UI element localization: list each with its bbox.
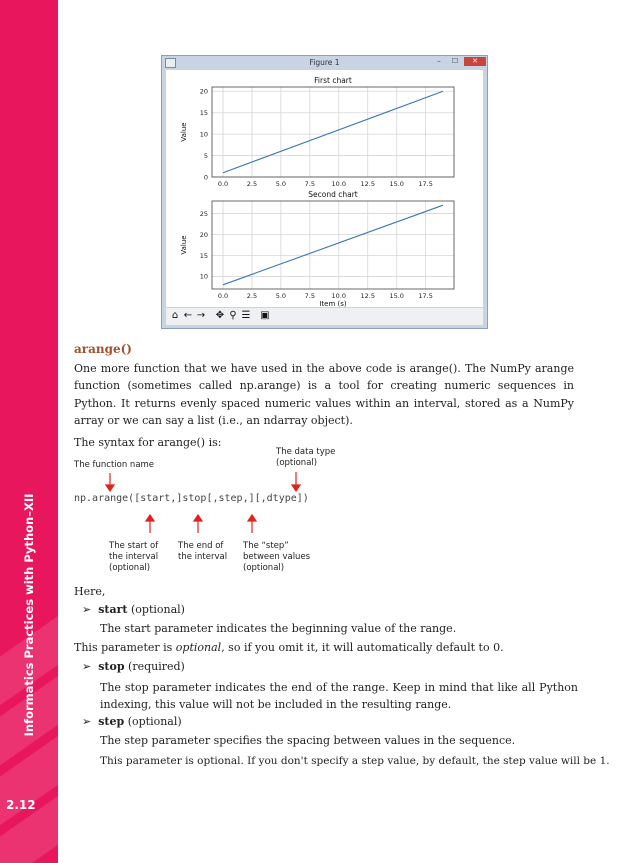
forward-icon[interactable]: →	[196, 310, 206, 321]
maximize-button[interactable]: ☐	[451, 57, 459, 65]
zoom-icon[interactable]: ⚲	[229, 310, 237, 321]
annotation-line: The end of	[178, 541, 224, 551]
param-name: stop	[98, 660, 125, 673]
configure-icon[interactable]: ☰	[241, 310, 251, 321]
intro-paragraph: One more function that we have used in the above code is arange(). The NumPy arange function (sometimes called np.arange) is a tool for creating numeric sequences in Python. It returns evenly spaced numeric values within an interval, stored as a NumPy array or we can say a list (i.e., an ndarray object).	[74, 362, 574, 428]
param-name: start	[98, 603, 128, 616]
x-tick-label: 2.5	[246, 180, 258, 188]
y-axis-label: Value	[180, 235, 188, 255]
syntax-intro: The syntax for arange() is:	[74, 436, 222, 449]
here-label: Here,	[74, 585, 106, 598]
x-tick-label: 7.5	[304, 292, 316, 300]
y-tick-label: 20	[199, 87, 208, 96]
param-start-note	[74, 641, 504, 655]
y-tick-label: 10	[199, 130, 208, 139]
annotation-line: between values	[243, 552, 311, 562]
param-tag: (required)	[128, 660, 185, 673]
book-title: Informatics Practices with Python–XII	[22, 493, 36, 737]
annotation-function-name: The function name	[74, 460, 155, 470]
arrow-head	[248, 515, 256, 521]
x-tick-label: 7.5	[304, 180, 316, 188]
x-tick-label: 10.0	[331, 180, 347, 188]
home-icon[interactable]: ⌂	[171, 310, 179, 321]
x-axis-label: Item (s)	[319, 300, 347, 307]
syntax-code: np.arange([start,]stop[,step,][,dtype])	[74, 493, 309, 504]
chart-title: First chart	[314, 76, 352, 85]
bullet-arrow-icon: ➢	[82, 715, 92, 728]
arrow-head	[146, 515, 154, 521]
page-number: 2.12	[6, 798, 36, 812]
window-title: Figure 1	[309, 58, 340, 67]
param-tag: (optional)	[131, 603, 185, 616]
param-stop-desc: The stop parameter indicates the end of the range. Keep in mind that like all Python indexing, this value will not be included in the resulting range.	[100, 681, 578, 711]
x-tick-label: 5.0	[275, 292, 287, 300]
note-text: This parameter is	[74, 641, 176, 654]
y-tick-label: 20	[199, 230, 208, 239]
param-name: step	[98, 715, 125, 728]
annotation-line: The data type	[276, 447, 336, 457]
annotation-line: the interval	[109, 552, 159, 562]
x-tick-label: 12.5	[360, 180, 375, 188]
arrow-head	[194, 515, 202, 521]
y-axis-label: Value	[180, 122, 188, 142]
y-tick-label: 15	[199, 109, 208, 118]
param-step-desc: The step parameter specifies the spacing between values in the sequence.	[100, 734, 516, 747]
arrow-head	[106, 485, 114, 491]
x-tick-label: 2.5	[246, 292, 258, 300]
back-icon[interactable]: ←	[183, 310, 193, 321]
param-start-desc: The start parameter indicates the beginning value of the range.	[100, 622, 457, 635]
x-tick-label: 15.0	[389, 180, 404, 188]
annotation-stop	[178, 541, 227, 563]
bullet-arrow-icon: ➢	[82, 660, 92, 673]
x-tick-label: 12.5	[360, 292, 375, 300]
y-tick-label: 0	[203, 173, 208, 182]
y-tick-label: 25	[199, 209, 208, 218]
x-tick-label: 17.5	[418, 292, 433, 300]
close-button[interactable]: ✕	[464, 57, 486, 66]
param-step-note: This parameter is optional. If you don't specify a step value, by default, the step value will be 1.	[100, 755, 610, 767]
y-tick-label: 15	[199, 251, 208, 260]
annotation-line: The start of	[109, 541, 159, 551]
pan-icon[interactable]: ✥	[215, 310, 225, 321]
annotation-line: (optional)	[276, 458, 318, 468]
param-start	[82, 603, 185, 617]
annotation-line: (optional)	[243, 563, 285, 573]
bullet-arrow-icon: ➢	[82, 603, 92, 616]
chart-title: Second chart	[308, 190, 358, 199]
x-tick-label: 10.0	[331, 292, 347, 300]
annotation-start	[109, 541, 158, 574]
param-tag: (optional)	[127, 715, 182, 728]
x-tick-label: 5.0	[275, 180, 287, 188]
x-tick-label: 15.0	[389, 292, 404, 300]
annotation-line: The “step”	[243, 541, 289, 551]
y-tick-label: 10	[199, 272, 208, 281]
section-heading: arange()	[74, 342, 132, 356]
save-icon[interactable]: ▣	[260, 310, 270, 321]
minimize-button[interactable]: –	[437, 57, 441, 65]
annotation-step	[243, 541, 310, 574]
annotation-line: (optional)	[109, 563, 151, 573]
arrow-head	[292, 485, 300, 491]
note-emphasis: optional	[175, 641, 222, 654]
y-tick-label: 5	[203, 151, 208, 160]
param-stop	[82, 660, 185, 674]
param-step	[82, 715, 182, 729]
note-text: , so if you omit it, it will automatically default to 0.	[221, 641, 504, 654]
x-tick-label: 0.0	[217, 292, 229, 300]
annotation-line: the interval	[178, 552, 228, 562]
x-tick-label: 17.5	[418, 180, 433, 188]
x-tick-label: 0.0	[217, 180, 229, 188]
